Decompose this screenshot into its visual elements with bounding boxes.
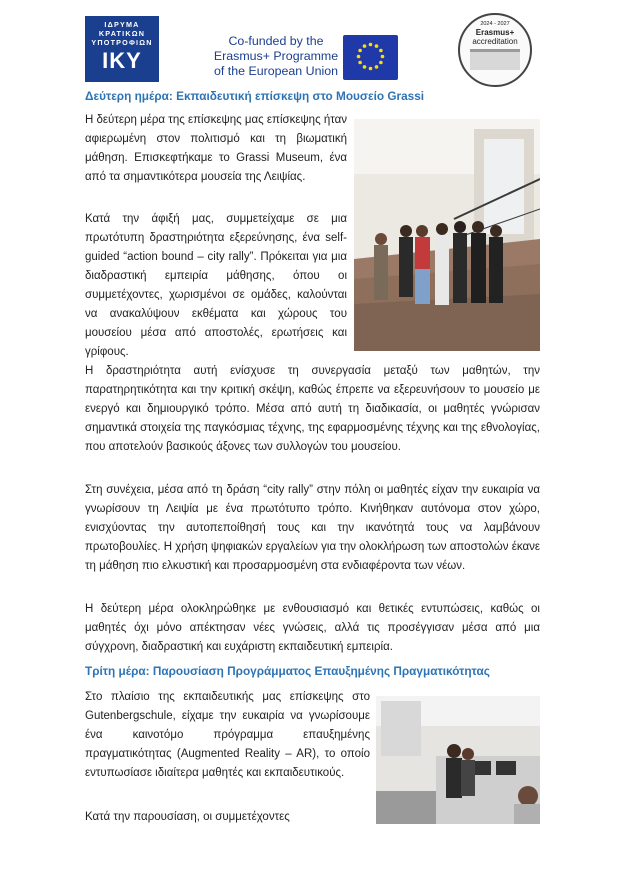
section1-heading: Δεύτερη ημέρα: Εκπαιδευτική επίσκεψη στο Μουσείο Grassi (85, 89, 425, 103)
seal-title-1: Erasmus+ (475, 28, 515, 37)
iky-line-3: ΥΠΟΤΡΟΦΙΩΝ (91, 38, 153, 47)
section2-paragraph-2: Κατά την παρουσίαση, οι συμμετέχοντες (85, 811, 290, 823)
section1-paragraph-3: Η δραστηριότητα αυτή ενίσχυσε τη συνεργασία μεταξύ των μαθητών, την παρατηρητικότητα και την κριτική σκέψη, καθώς έπρεπε να εξερευνήσουν το μουσείο με ενεργό και δημιουργικό τρόπο. Μέσα από αυτή τη διαδικασία, οι μαθητές γνώρισαν σημαντικά στοιχεία της παγκόσμιας τέχνης, της εφαρμοσμένης τέχνης και της εθνολογίας, που αποτελούν βασικούς άξονες των συλλογών του μουσείου. (85, 365, 540, 453)
museum-group-photo (354, 119, 540, 351)
iky-line-2: ΚΡΑΤΙΚΩΝ (98, 29, 146, 38)
section1-paragraph-1: Η δεύτερη μέρα της επίσκεψης μας επίσκεψης ήταν αφιερωμένη στον πολιτισμό και τη βιωματική μάθηση. Επισκεφτήκαμε το Grassi Museum, ένα από τα σημαντικότερα μουσεία της Λειψίας. (85, 114, 347, 183)
cofund-line-1: Co-funded by the (228, 34, 324, 48)
iky-logo (85, 16, 159, 82)
section2-paragraph-1: Στο πλαίσιο της εκπαιδευτικής μας επίσκεψης στο Gutenbergschule, είχαμε την ευκαιρία να γνωρίσουμε ένα καινοτόμο πρόγραμμα επαυξημένης πραγματικότητας (Augmented Reality – AR), το οποίο εντυπωσίασε ιδιαίτερα μαθητές και εκπαιδευτικούς. (85, 691, 370, 779)
section1-paragraph-2: Κατά την άφιξή μας, συμμετείχαμε σε μια πρωτότυπη δραστηριότητα εξερεύνησης, ένα self-guided “action bound – city rally”. Πρόκειται για μια διαδραστική εμπειρία μάθησης, όπου οι συμμετέχοντες, χωρισμένοι σε ομάδες, καλούνται να ανακαλύψουν εκθέματα και χώρους του μουσείου μέσα από αποστολές, ερωτήσεις και γρίφους. (85, 213, 347, 358)
eu-flag-icon (343, 35, 398, 80)
section1-paragraph-4: Στη συνέχεια, μέσα από τη δράση “city rally” στην πόλη οι μαθητές είχαν την ευκαιρία να γνωρίσουν τη Λειψία με ένα πρωτότυπο τρόπο. Κινήθηκαν αυτόνομα στον χώρο, ενισχύοντας την αυτοπεποίθησή τους και την ικανότητά τους να λαμβάνουν πρωτοβουλίες. Η χρήση ψηφιακών εργαλείων για την ολοκλήρωση των αποστολών έκανε τη μάθηση πιο ελκυστική και προσαρμοσμένη στα ενδιαφέροντα των νέων. (85, 484, 540, 572)
iky-line-1: ΙΔΡΥΜΑ (104, 20, 140, 29)
cofund-line-2: Erasmus+ Programme (213, 49, 339, 63)
section2-heading: Τρίτη μέρα: Παρουσίαση Προγράμματος Επαυξημένης Πραγματικότητας (85, 664, 490, 678)
section1-paragraph-5: Η δεύτερη μέρα ολοκληρώθηκε με ενθουσιασμό και θετικές εντυπώσεις, καθώς οι μαθητές όχι μόνο απέκτησαν νέες γνώσεις, αλλά τις προσέγγισαν μέσα από μια σύγχρονη, διαδραστική και ευχάριστη εκπαιδευτική εμπειρία. (85, 603, 540, 653)
ar-presentation-photo (376, 696, 540, 824)
erasmus-accreditation-seal (458, 13, 532, 87)
cofunded-text (212, 34, 340, 79)
cofund-line-3: of the European Union (214, 64, 338, 78)
seal-title-2: accreditation (472, 37, 518, 46)
seal-building-icon (470, 49, 520, 70)
seal-years: 2024 - 2027 (480, 21, 510, 27)
iky-abbrev: IKY (102, 48, 142, 73)
